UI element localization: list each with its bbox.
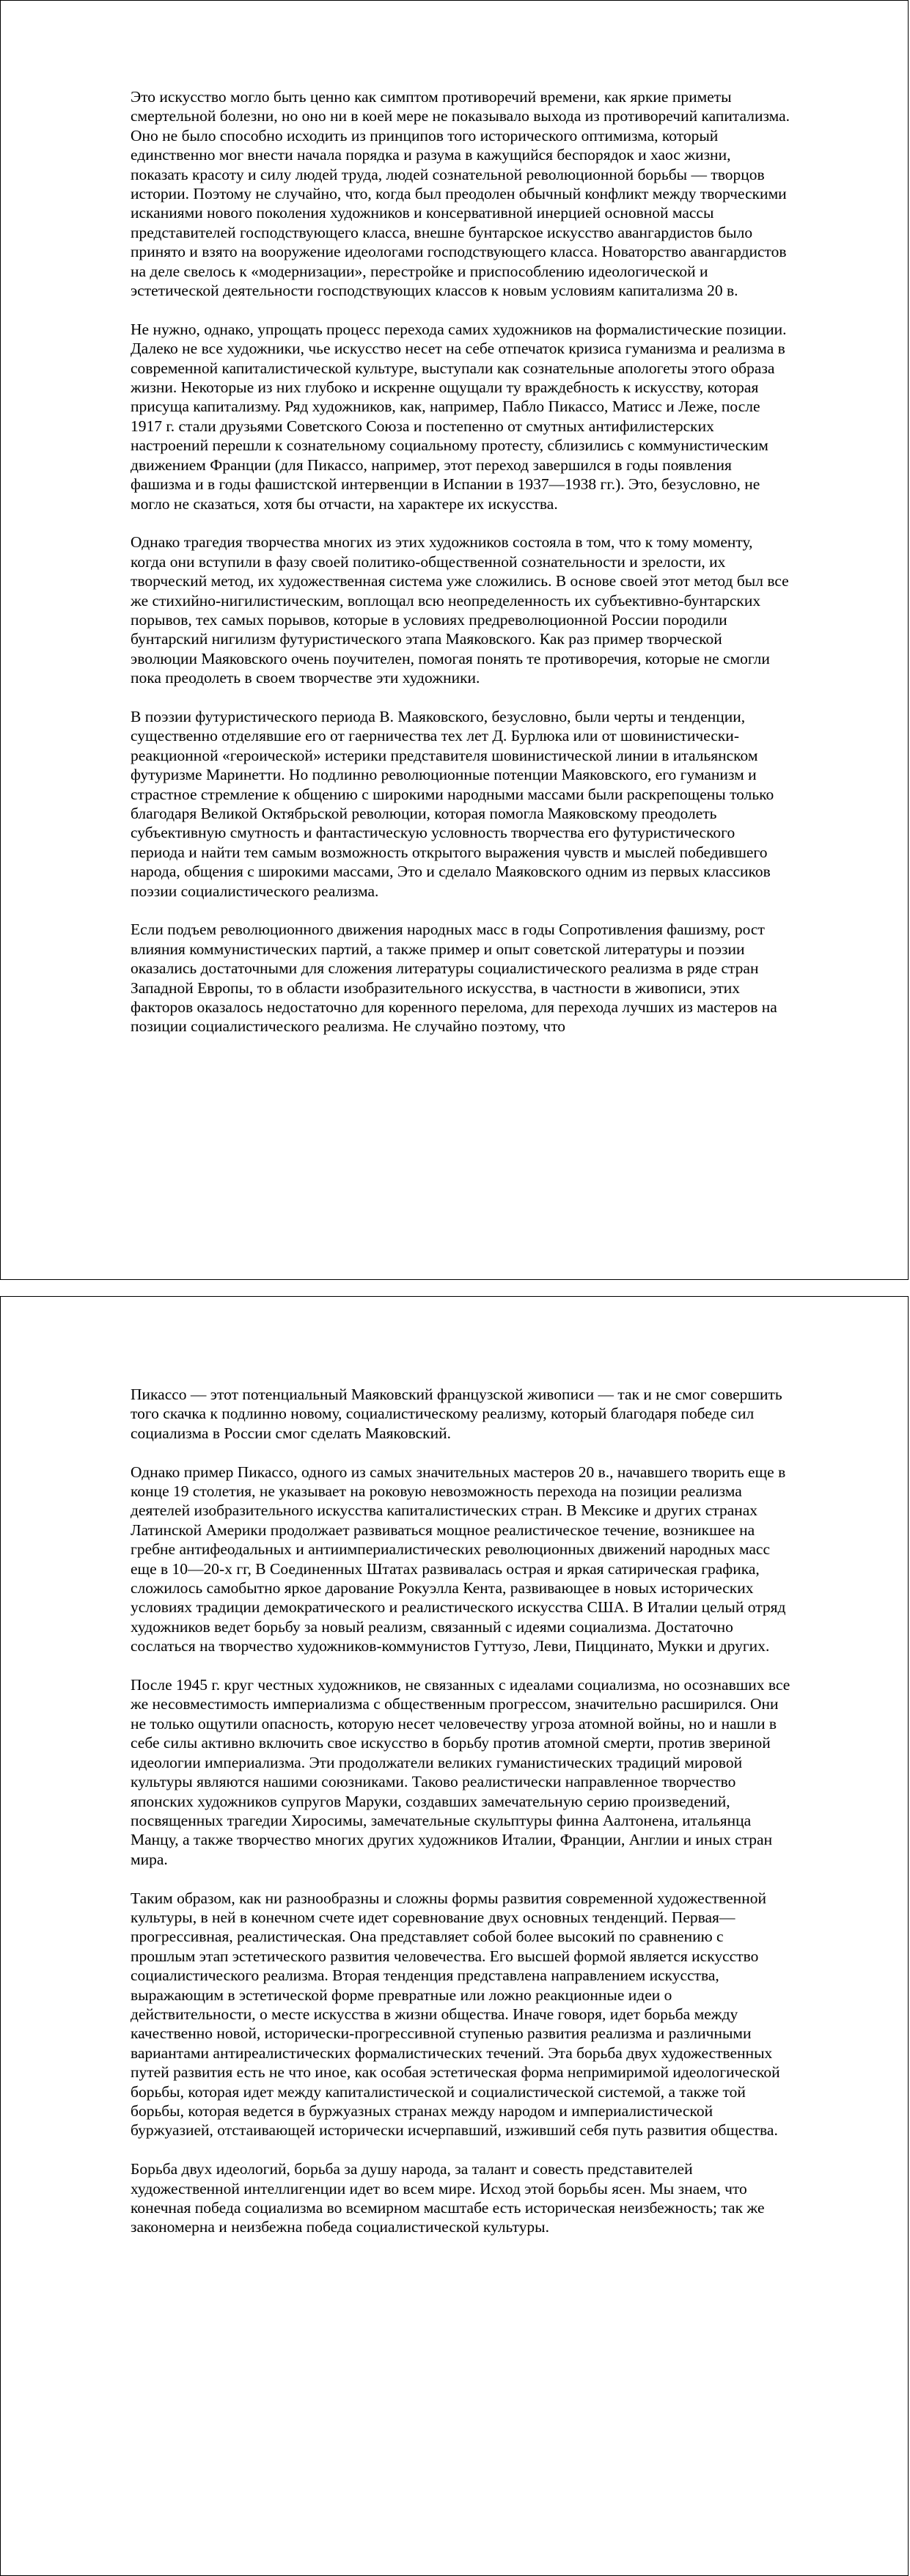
paragraph: Однако пример Пикассо, одного из самых значительных мастеров 20 в., начавшего творить еще в конце 19 столетия, не указывает на роковую невозможность перехода на позиции реализма деятелей изобразительного искусства капиталистических стран. В Мексике и других странах Латинской Америки продолжает развиваться мощное реалистическое течение, возникшее на гребне антифеодальных и антиимпериалистических революционных движений народных масс еще в 10—20-х гг, В Соединенных Штатах развивалась острая и яркая сатирическая графика, сложилось самобытно яркое дарование Рокуэлла Кента, развивающее в новых исторических условиях традиции демократического и реалистического искусства США. В Италии целый отряд художников ведет борьбу за новый реализм, связанный с идеями социализма. Достаточно сослаться на творчество художников-коммунистов Гуттузо, Леви, Пиццинато, Мукки и других. bbox=[131, 1463, 786, 1655]
paragraph: В поэзии футуристического периода В. Маяковского, безусловно, были черты и тенденции, существенно отделявшие его от гаерничества тех лет Д. Бурлюка или от шовинистически-реакционной «героической» истерики представителя шовинистической линии в итальянском футуризме Маринетти. Но подлинно революционные потенции Маяковского, его гуманизм и страстное стремление к общению с широкими народными массами были раскрепощены только благодаря Великой Октябрьской революции, которая помогла Маяковскому преодолеть субъективную смутность и фантастическую условность творчества его футуристического периода и найти тем самым возможность открытого выражения чувств и мыслей победившего народа, общения с широкими массами, Это и сделало Маяковского одним из первых классиков поэзии социалистического реализма. bbox=[131, 707, 774, 900]
page-1 bbox=[0, 0, 909, 1280]
page-1-text bbox=[131, 87, 790, 1055]
paragraph: Однако трагедия творчества многих из этих художников состояла в том, что к тому моменту, когда они вступили в фазу своей политико-общественной сознательности и зрелости, их творческий метод, их художественная система уже сложились. В основе своей этот метод был все же стихийно-нигилистическим, воплощал всю неопределенность их субъективно-бунтарских порывов, тех самых порывов, которые в условиях предреволюционной России породили бунтарский нигилизм футуристического этапа Маяковского. Как раз пример творческой эволюции Маяковского очень поучителен, помогая понять те противоречия, которые не смогли пока преодолеть в своем творчестве эти художники. bbox=[131, 533, 789, 687]
page-separator bbox=[0, 1280, 910, 1296]
paragraph: Пикассо — этот потенциальный Маяковский французской живописи — так и не смог совершить того скачка к подлинно новому, социалистическому реализму, который благодаря победе сил социализма в России смог сделать Маяковский. bbox=[131, 1386, 782, 1442]
page-2-text bbox=[131, 1385, 790, 2256]
paragraph: После 1945 г. круг честных художников, не связанных с идеалами социализма, но осознавших все же несовместимость империализма с общественным прогрессом, значительно расширился. Они не только ощутили опасность, которую несет человечеству угроза атомной войны, но и нашли в себе силы активно включить свое искусство в борьбу против атомной смерти, против звериной идеологии империализма. Эти продолжатели великих гуманистических традиций мировой культуры являются нашими союзниками. Таково реалистически направленное творчество японских художников супругов Маруки, создавших замечательную серию произведений, посвященных трагедии Хиросимы, замечательные скульптуры финна Аалтонена, итальянца Манцу, а также творчество многих других художников Италии, Франции, Англии и иных стран мира. bbox=[131, 1676, 790, 1868]
paragraph: Это искусство могло быть ценно как симптом противоречий времени, как яркие приметы смертельной болезни, но оно ни в коей мере не показывало выхода из противоречий капитализма. Оно не было способно исходить из принципов того исторического оптимизма, который единственно мог внести начала порядка и разума в кажущийся беспорядок и хаос жизни, показать красоту и силу людей труда, людей сознательной революционной борьбы — творцов истории. Поэтому не случайно, что, когда был преодолен обычный конфликт между творческими исканиями нового поколения художников и консервативной инерцией основной массы представителей господствующего класса, внешне бунтарское искусство авангардистов было принято и взято на вооружение идеологами господствующего класса. Новаторство авангардистов на деле свелось к «модернизации», перестройке и приспособлению идеологической и эстетической деятельности господствующих классов к новым условиям капитализма 20 в. bbox=[131, 88, 790, 300]
paragraph: Если подъем революционного движения народных масс в годы Сопротивления фашизму, рост влияния коммунистических партий, а также пример и опыт советской литературы и поэзии оказались достаточными для сложения литературы социалистического реализма в ряде стран Западной Европы, то в области изобразительного искусства, в частности в живописи, этих факторов оказалось недостаточно для коренного перелома, для перехода лучших из мастеров на позиции социалистического реализма. Не случайно поэтому, что bbox=[131, 921, 777, 1036]
paragraph: Не нужно, однако, упрощать процесс перехода самих художников на формалистические позиции. Далеко не все художники, чье искусство несет на себе отпечаток кризиса гуманизма и реализма в современной капиталистической культуре, выступали как сознательные апологеты этого образа жизни. Некоторые из них глубоко и искренне ощущали ту враждебность к искусству, которая присуща капитализму. Ряд художников, как, например, Пабло Пикассо, Матисс и Леже, после 1917 г. стали друзьями Советского Союза и постепенно от смутных антифилистерских настроений перешли к сознательному социальному протесту, сблизились с коммунистическим движением Франции (для Пикассо, например, этот переход завершился в годы появления фашизма и в годы фашистской интервенции в Испании в 1937—1938 гг.). Это, безусловно, не могло не сказаться, хотя бы отчасти, на характере их искусства. bbox=[131, 320, 787, 513]
paragraph: Борьба двух идеологий, борьба за душу народа, за талант и совесть представителей художественной интеллигенции идет во всем мире. Исход этой борьбы ясен. Мы знаем, что конечная победа социализма во всемирном масштабе есть историческая неизбежность; так же закономерна и неизбежна победа социалистической культуры. bbox=[131, 2160, 765, 2236]
paragraph: Таким образом, как ни разнообразны и сложны формы развития современной художественной культуры, в ней в конечном счете идет соревнование двух основных тенденций. Первая— прогрессивная, реалистическая. Она представляет собой более высокий по сравнению с прошлым этап эстетического развития человечества. Его высшей формой является искусство социалистического реализма. Вторая тенденция представлена направлением искусства, выражающим в эстетической форме превратные или ложно реакционные идеи о действительности, о месте искусства в жизни общества. Иначе говоря, идет борьба между качественно новой, исторически-прогрессивной ступенью развития реализма и различными вариантами антиреалистических формалистических течений. Эта борьба двух художественных путей развития есть не что иное, как особая эстетическая форма непримиримой идеологической борьбы, которая идет между капиталистической и социалистической системой, а также той борьбы, которая ведется в буржуазных странах между народом и империалистической буржуазией, отстаивающей исторически исчерпавший, изживший себя путь развития общества. bbox=[131, 1889, 780, 2140]
page-2 bbox=[0, 1296, 909, 2576]
